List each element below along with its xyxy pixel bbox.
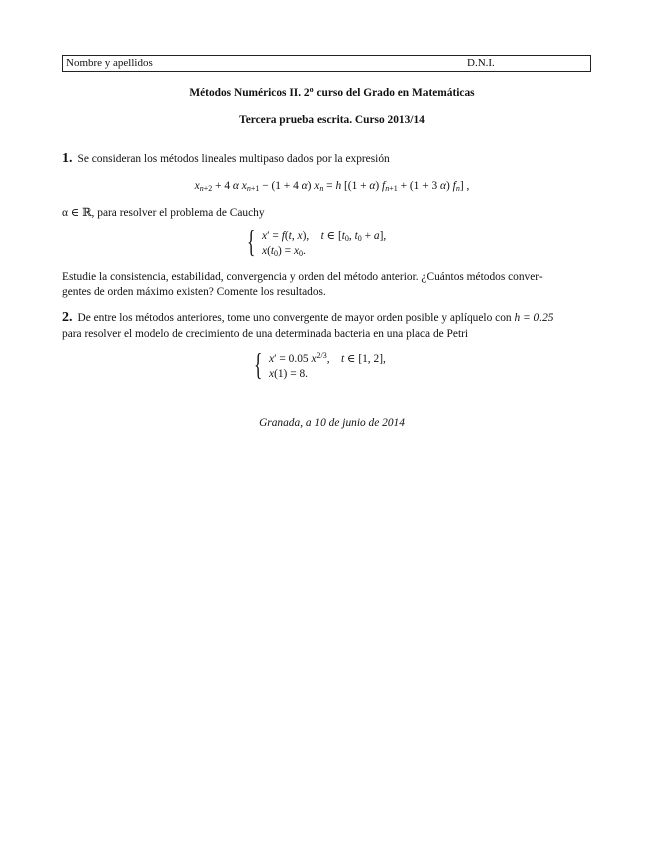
problem-1-alpha: α ∈ ℝ, para resolver el problema de Cauchy: [62, 207, 265, 219]
problem-1-question-1: Estudie la consistencia, estabilidad, convergencia y orden del método anterior. ¿Cuántos métodos conver-: [62, 271, 543, 283]
multistep-formula: $x_{n+2} + 4$ α $x_{n+1} - (1 + 4$ α) $x_n = h$ [(1 + α) $f_{n+1} + (1 + 3$ α) $f_n$] ,: [194, 180, 470, 193]
problem-1-intro: 1. Se consideran los métodos lineales multipaso dados por la expresión: [62, 151, 390, 166]
exam-title: Métodos Numéricos II. 2$^o$ curso del Grado en Matemáticas: [189, 85, 475, 99]
name-dni-box[interactable]: [62, 55, 591, 72]
signature-date: Granada, a 10 de junio de 2014: [259, 417, 405, 429]
exam-page: Nombre y apellidos D.N.I. Métodos Numéricos II. 2$^o$ curso del Grado en Matemáticas Tercera prueba escrita. Curso 2013/14 1. Se consideran los métodos lineales multipaso dados por la expresión $x_{n+2} + 4$ α $x_{n+1} - (1 + 4$ α) $x_n = h$ [(1 + α) $f_{n+1} + (1 + 3$ α) $f_n$] , α ∈ ℝ, para resolver el problema de Cauchy { x′ = f(t, x), t ∈ [$t_0$, $t_0 + a$], $x(t_0) = x_0$. Estudie la consistencia, estabilidad, convergencia y orden del método anterior. ¿Cuántos métodos conver- gentes de orden máximo existen? Comente los resultados. 2. De entre los métodos anteriores, tome uno convergente de mayor orden posible y aplíquelo con h = 0.25 para resolver el modelo de crecimiento de una determinada bacteria en una placa de Petri { x′ = 0.05 $x^{2/3}$, t ∈ [1, 2], x(1) = 8. Granada, a 10 de junio de 2014: [0, 0, 655, 848]
exam-subtitle: Tercera prueba escrita. Curso 2013/14: [239, 114, 425, 126]
problem-2-text-1: 2. De entre los métodos anteriores, tome uno convergente de mayor orden posible y aplíquelo con h = 0.25: [62, 310, 554, 325]
problem-2-text-2: para resolver el modelo de crecimiento de una determinada bacteria en una placa de Petri: [62, 328, 469, 340]
dni-label: D.N.I.: [467, 57, 495, 69]
problem-1-question-2: gentes de orden máximo existen? Comente los resultados.: [62, 286, 326, 298]
name-label: Nombre y apellidos: [66, 57, 153, 69]
